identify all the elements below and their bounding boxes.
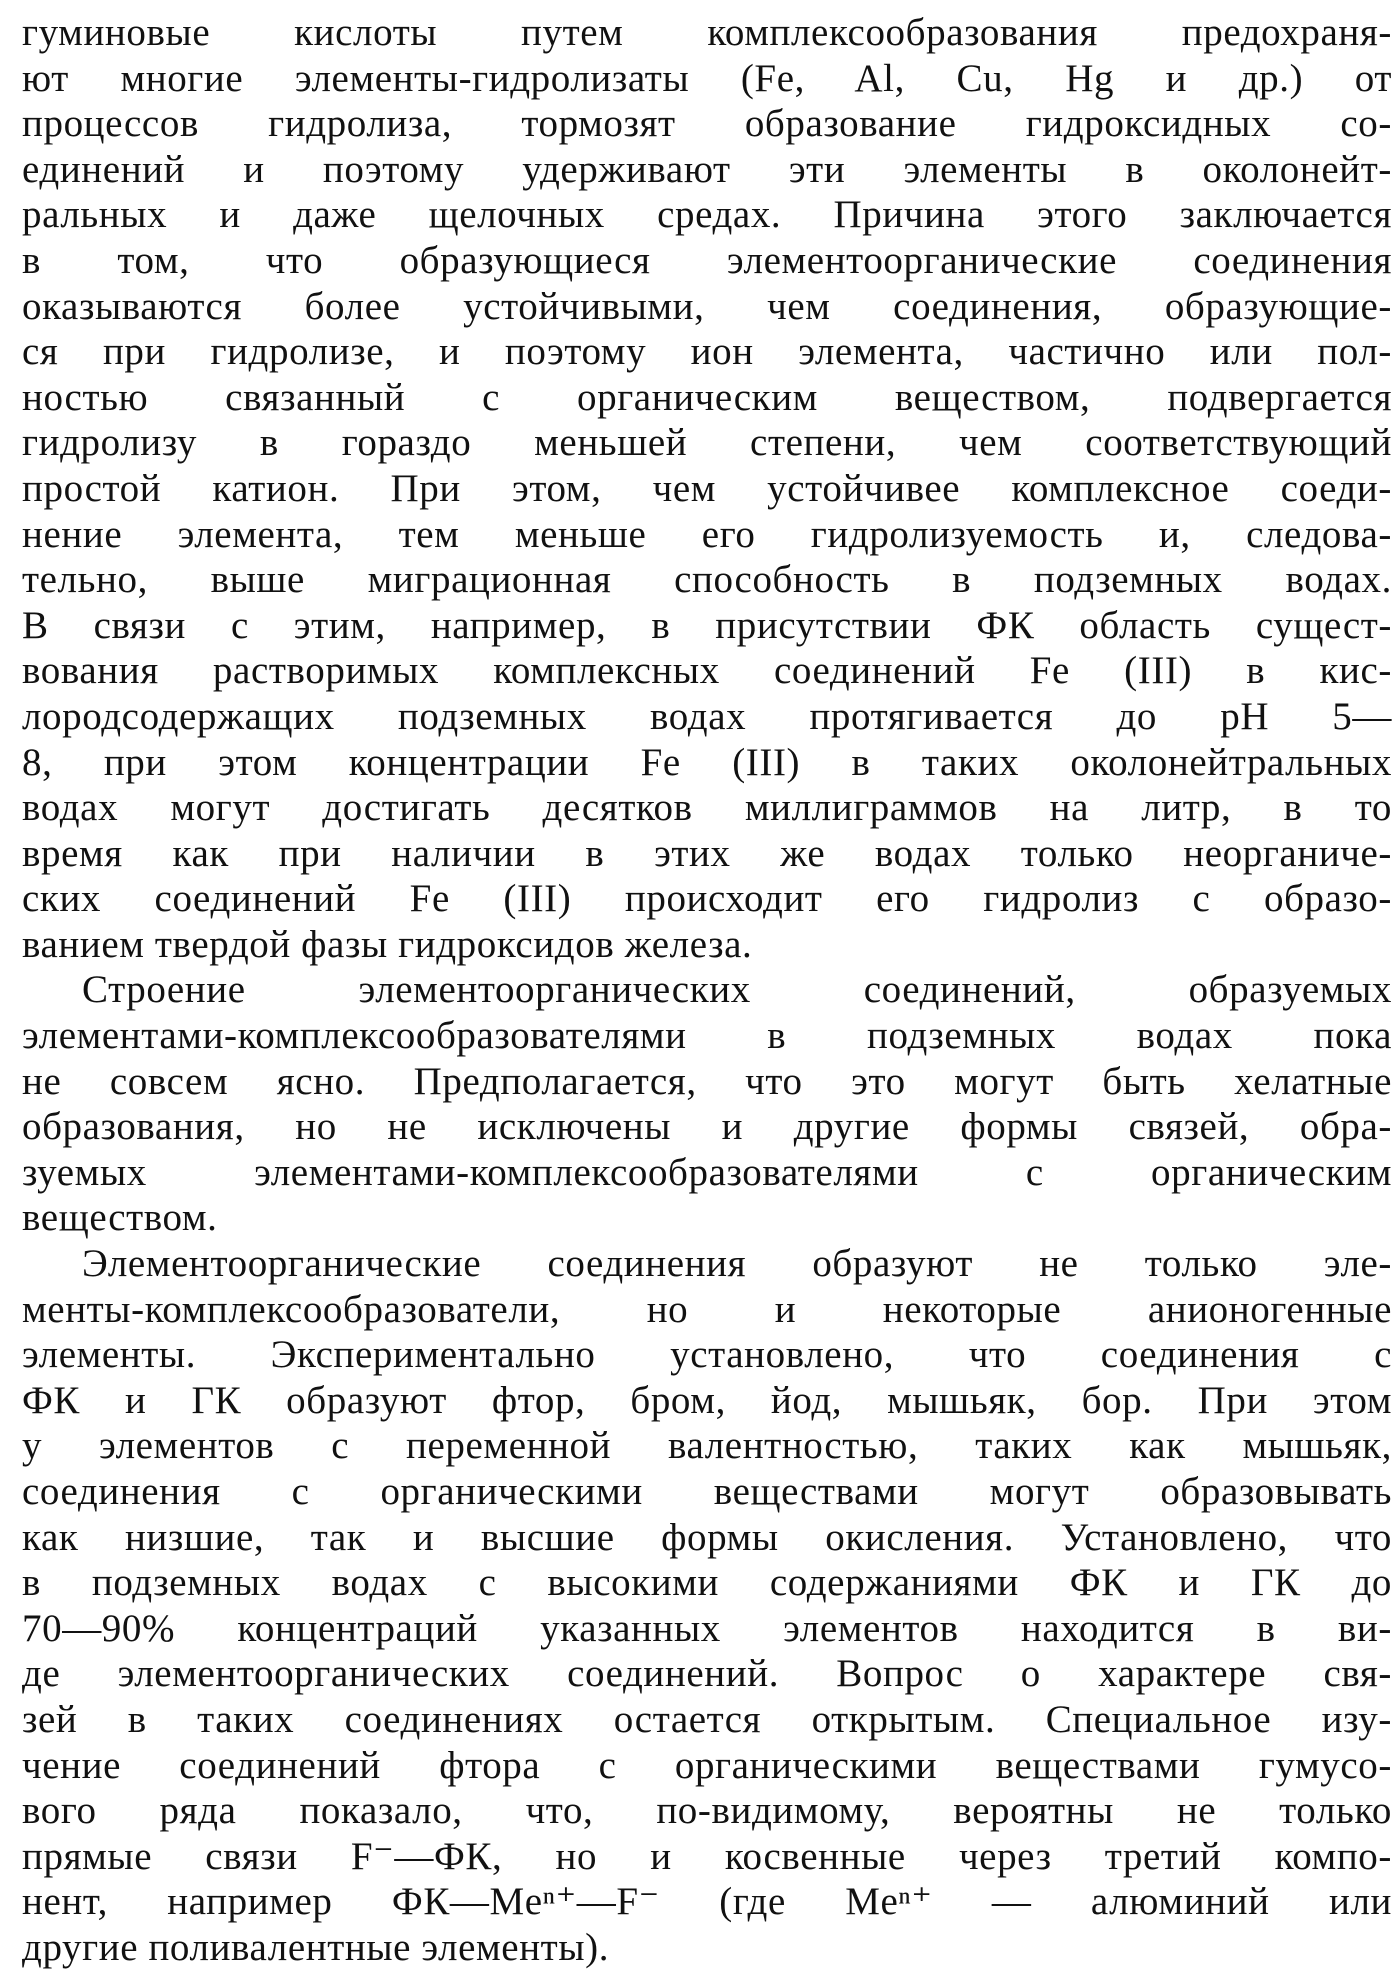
text-line: нент, например ФК—Meⁿ⁺—F⁻ (где Meⁿ⁺ — алюминий или	[22, 1880, 1392, 1924]
text-line: лородсодержащих подземных водах протягивается до pH 5—	[22, 694, 1392, 738]
text-line: в том, что образующиеся элементоорганические соединения	[22, 238, 1392, 282]
text-line: 8, при этом концентрации Fe (III) в таких околонейтральных	[22, 740, 1392, 784]
text-line: вования растворимых комплексных соединений Fe (III) в кис-	[22, 649, 1392, 693]
text-line: время как при наличии в этих же водах только неорганиче-	[22, 831, 1392, 875]
text-line: в подземных водах с высокими содержаниями ФК и ГК до	[22, 1561, 1392, 1605]
text-line: у элементов с переменной валентностью, таких как мышьяк,	[22, 1424, 1392, 1468]
text-line: зей в таких соединениях остается открытым. Специальное изу-	[22, 1697, 1392, 1741]
text-line: оказываются более устойчивыми, чем соединения, образующие-	[22, 284, 1392, 328]
text-line: процессов гидролиза, тормозят образование гидроксидных со-	[22, 102, 1392, 146]
text-line: ностью связанный с органическим веществом, подвергается	[22, 375, 1392, 419]
text-line: гуминовые кислоты путем комплексообразования предохраня-	[22, 11, 1392, 54]
text-line: де элементоорганических соединений. Вопрос о характере свя-	[22, 1652, 1392, 1696]
text-line: зуемых элементами-комплексообразователями с органическим	[22, 1150, 1392, 1194]
text-line: веществом.	[22, 1196, 218, 1240]
text-line: 70—90% концентраций указанных элементов находится в ви-	[22, 1606, 1392, 1650]
text-line: как низшие, так и высшие формы окисления. Установлено, что	[22, 1515, 1392, 1559]
text-line: водах могут достигать десятков миллиграммов на литр, в то	[22, 786, 1392, 830]
text-line: ся при гидролизе, и поэтому ион элемента, частично или пол-	[22, 330, 1392, 374]
text-line: менты-комплексообразователи, но и некоторые анионогенные	[22, 1287, 1392, 1331]
text-line: тельно, выше миграционная способность в подземных водах.	[22, 558, 1392, 602]
text-line: нение элемента, тем меньше его гидролизуемость и, следова-	[22, 512, 1392, 556]
text-line: гидролизу в гораздо меньшей степени, чем соответствующий	[22, 421, 1392, 465]
text-line: соединения с органическими веществами могут образовывать	[22, 1470, 1392, 1513]
paragraph-1	[22, 10, 1392, 967]
text-line: элементы. Экспериментально установлено, что соединения с	[22, 1333, 1392, 1377]
text-line: образования, но не исключены и другие формы связей, обра-	[22, 1105, 1392, 1149]
paragraph-2	[22, 967, 1392, 1241]
text-line: единений и поэтому удерживают эти элементы в околонейт-	[22, 147, 1392, 191]
text-line: простой катион. При этом, чем устойчивее комплексное соеди-	[22, 466, 1392, 510]
text-line: прямые связи F⁻—ФК, но и косвенные через третий компо-	[22, 1834, 1392, 1878]
text-line: ральных и даже щелочных средах. Причина этого заключается	[22, 193, 1392, 237]
paragraph-3	[22, 1241, 1392, 1971]
text-line: Элементоорганические соединения образуют не только эле-	[82, 1242, 1392, 1286]
text-line: вого ряда показало, что, по-видимому, вероятны не только	[22, 1789, 1392, 1833]
text-line: чение соединений фтора с органическими веществами гумусо-	[22, 1743, 1392, 1787]
text-line: В связи с этим, например, в присутствии ФК область сущест-	[22, 603, 1392, 647]
text-line: ских соединений Fe (III) происходит его гидролиз с образо-	[22, 877, 1392, 921]
text-line: другие поливалентные элементы).	[22, 1925, 610, 1969]
text-line: ют многие элементы-гидролизаты (Fe, Al, Cu, Hg и др.) от	[22, 56, 1392, 100]
text-line: элементами-комплексообразователями в подземных водах пока	[22, 1014, 1392, 1058]
text-line: не совсем ясно. Предполагается, что это могут быть хелатные	[22, 1059, 1392, 1103]
text-line: ФК и ГК образуют фтор, бром, йод, мышьяк, бор. При этом	[22, 1378, 1392, 1422]
text-line: ванием твердой фазы гидроксидов железа.	[22, 922, 753, 966]
text-line: Строение элементоорганических соединений, образуемых	[82, 968, 1392, 1012]
document-page	[22, 10, 1392, 1971]
